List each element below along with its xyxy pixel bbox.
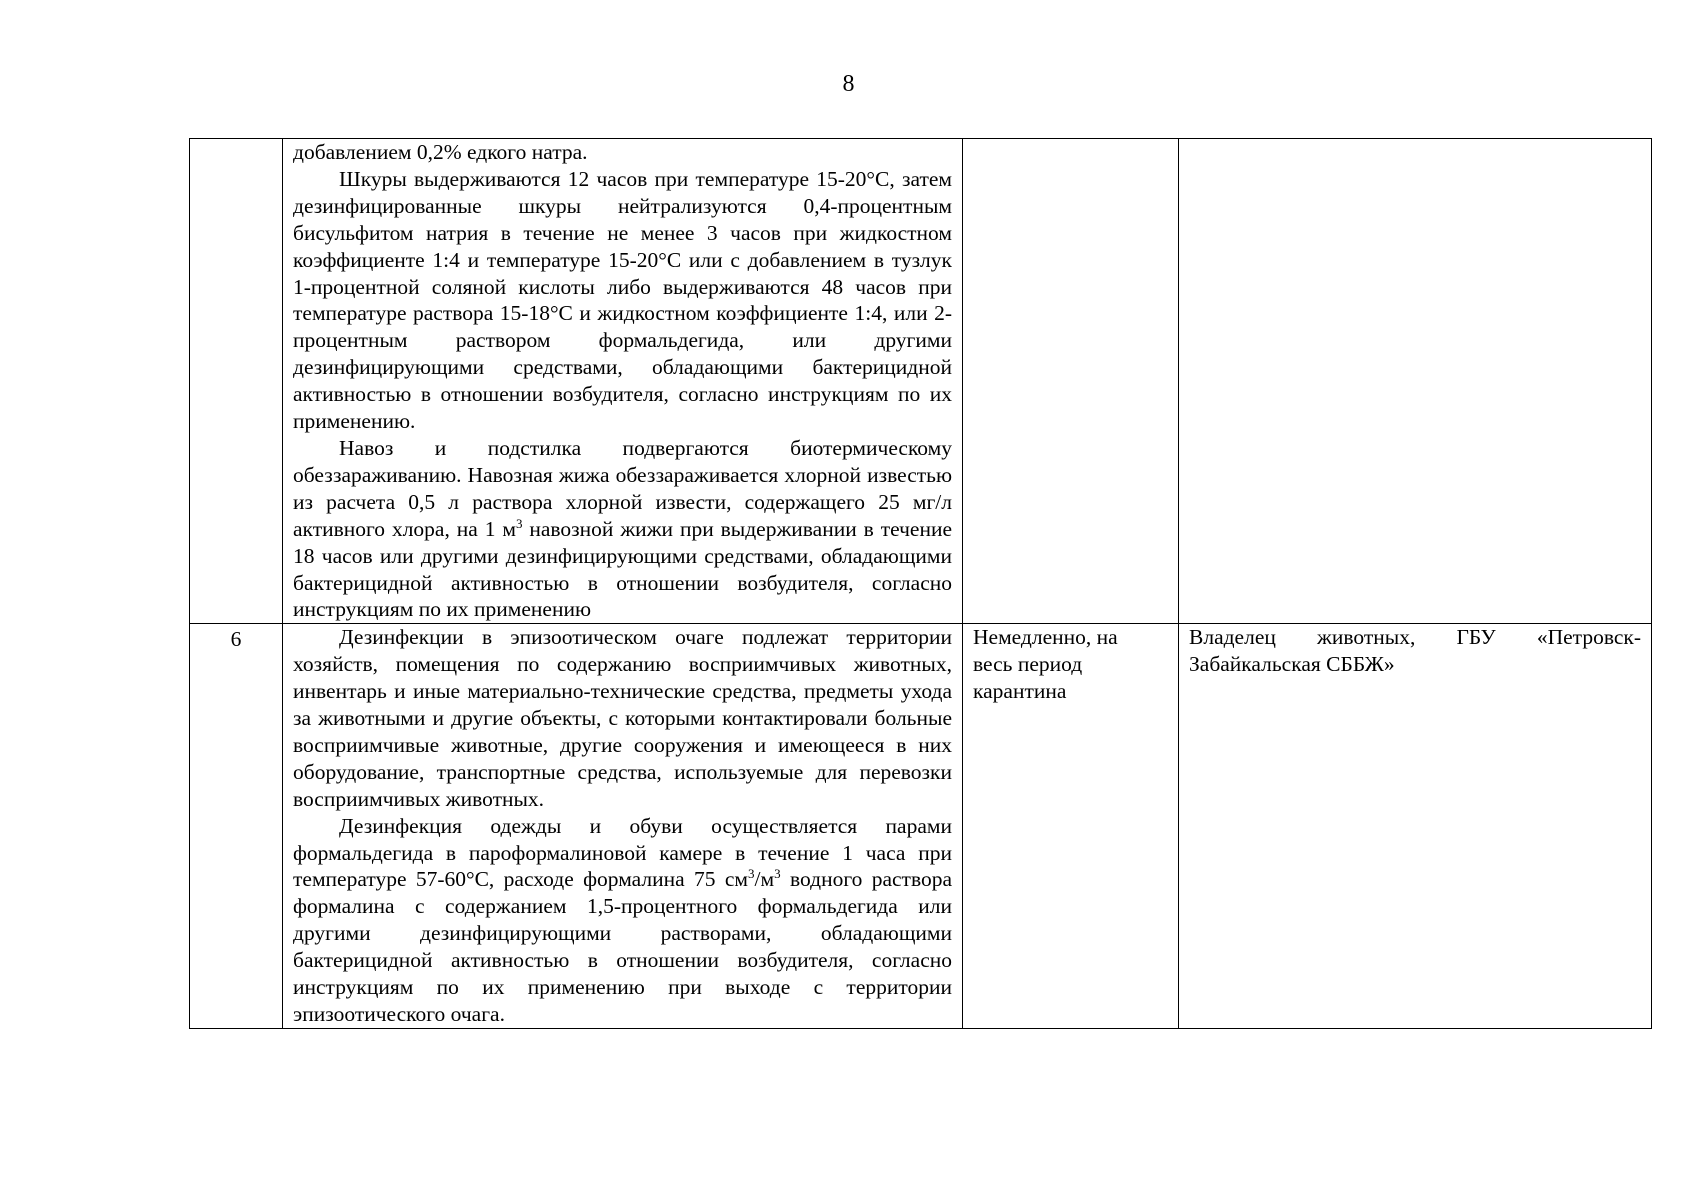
paragraph-text: навозной жижи при выдерживании в течение 18 часов или другими дезинфицирующими средствами, обладающими бактерицидной активностью в отношении возбудителя, согласно инструкциям по их применению <box>293 516 953 622</box>
superscript: 3 <box>774 866 781 882</box>
term-cell <box>963 139 1179 624</box>
table-row <box>190 624 1652 1029</box>
row-number: 6 <box>230 627 242 652</box>
measure-paragraph <box>293 813 952 1028</box>
paragraph-text: Дезинфекция одежды и обуви осуществляется парами формальдегида в пароформалиновой камере в течение 1 часа при температуре 57-60°С, расходе формалина 75 см <box>293 813 952 892</box>
measure-text-cell <box>283 624 963 1029</box>
term-line: карантина <box>973 679 1067 704</box>
table-row <box>190 139 1652 624</box>
measure-paragraph: Дезинфекции в эпизоотическом очаге подлежат территории хозяйств, помещения по содержанию восприимчивых животных, инвентарь и иные материально-технические средства, предметы ухода за животными и другие объекты, с которыми контактировали больные восприимчивые животные, другие сооружения и имеющееся в них оборудование, транспортные средства, используемые для перевозки восприимчивых животных. <box>293 625 952 811</box>
term-line: Немедленно, на <box>973 625 1118 650</box>
term-cell <box>963 624 1179 1029</box>
paragraph-text: Навоз и подстилка подвергаются биотермическому обеззараживанию. Навозная жижа обеззараживается хлорной известью из расчета 0,5 л раствора хлорной извести, содержащего 25 мг/л активного хлора, на 1 м <box>293 435 952 541</box>
paragraph-text: водного раствора формалина с содержанием 1,5-процентного формальдегида или другими дезинфицирующими растворами, обладающими бактерицидной активностью в отношении возбудителя, согласно инструкциям по их применению при выходе с территории эпизоотического очага. <box>293 867 952 1026</box>
measure-paragraph: Шкуры выдерживаются 12 часов при температуре 15-20°С, затем дезинфицированные шкуры нейтрализуются 0,4-процентным бисульфитом натрия в течение не менее 3 часов при жидкостном коэффициенте 1:4 и температуре 15-20°С или с добавлением в тузлук 1-процентной соляной кислоты либо выдерживаются 48 часов при температуре раствора 15-18°С и жидкостном коэффициенте 1:4, или 2-процентным раствором формальдегида, или другими дезинфицирующими средствами, обладающими бактерицидной активностью в отношении возбудителя, согласно инструкциям по их применению. <box>293 166 952 434</box>
superscript: 3 <box>515 515 523 531</box>
responsible-cell <box>1179 624 1652 1029</box>
row-number-cell <box>190 139 283 624</box>
row-number-cell <box>190 624 283 1029</box>
responsible-cell <box>1179 139 1652 624</box>
superscript: 3 <box>748 866 755 882</box>
responsible-text: Владелец животных, ГБУ «Петровск-Забайкальская СББЖ» <box>1189 625 1641 677</box>
page-number: 8 <box>842 71 855 97</box>
term-line: весь период <box>973 652 1083 677</box>
paragraph-text: /м <box>754 867 775 892</box>
measure-paragraph <box>293 435 952 623</box>
measures-table <box>189 138 1652 1029</box>
measure-text-cell <box>283 139 963 624</box>
measure-paragraph: добавлением 0,2% едкого натра. <box>293 140 588 164</box>
